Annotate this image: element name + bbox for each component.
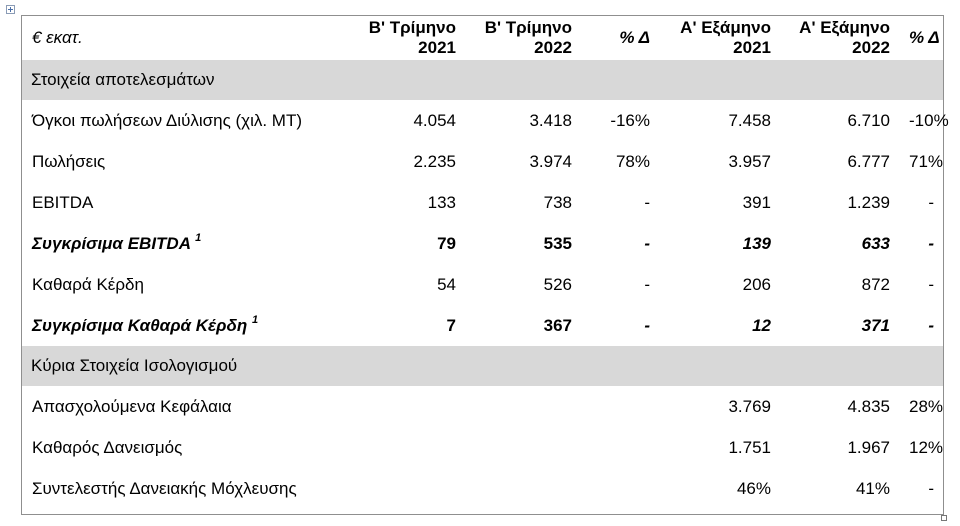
cell-h1-2021: 139: [742, 233, 771, 253]
section-title: Κύρια Στοιχεία Ισολογισμού: [22, 346, 943, 386]
cell-q2-2022: [465, 468, 581, 509]
cell-pct-quarter: [581, 468, 659, 509]
cell-q2-2021: 54: [437, 274, 456, 294]
header-q2-2022: Β' Τρίμηνο 2022: [484, 18, 572, 57]
row-label: [22, 223, 342, 264]
table-row: [22, 264, 943, 305]
header-q2-2021: Β' Τρίμηνο 2021: [368, 18, 456, 57]
cell-h1-2022: 371: [861, 315, 890, 335]
cell-h1-2021: 1.751: [728, 437, 771, 457]
cell-h1-2022: 4.835: [847, 396, 890, 416]
cell-q2-2021: [342, 386, 465, 427]
cell-pct-half: -: [928, 478, 934, 498]
cell-pct-quarter: -: [644, 233, 650, 253]
cell-q2-2021: [342, 427, 465, 468]
row-label: Απασχολούμενα Κεφάλαια: [32, 396, 232, 416]
cell-pct-quarter: -16%: [610, 110, 650, 130]
row-label-text: Συγκρίσιμα Καθαρά Κέρδη: [32, 315, 248, 335]
section-header-results: [22, 60, 943, 100]
table-row: [22, 223, 943, 264]
cell-q2-2022: 367: [543, 315, 572, 335]
header-pct-change-quarter: % Δ: [619, 28, 650, 47]
row-label: EBITDA: [32, 192, 94, 212]
header-h1-2021: Α' Εξάμηνο 2021: [680, 18, 771, 57]
row-label: Όγκοι πωλήσεων Διύλισης (χιλ. ΜΤ): [32, 110, 303, 130]
cell-pct-quarter: [581, 427, 659, 468]
cell-q2-2022: [465, 386, 581, 427]
row-label: Πωλήσεις: [32, 151, 106, 171]
table-row: [22, 100, 943, 141]
header-row: [22, 16, 943, 60]
cell-h1-2022: 872: [861, 274, 890, 294]
table-row: [22, 386, 943, 427]
cell-pct-half: -: [928, 192, 934, 212]
results-table-frame: [21, 15, 949, 515]
section-header-balance-sheet: [22, 346, 943, 386]
table-row: [22, 141, 943, 182]
table-row: [22, 182, 943, 223]
row-label-text: Συγκρίσιμα EBITDA: [32, 233, 191, 253]
financial-results-table: [22, 16, 949, 509]
cell-pct-half: 28%: [909, 396, 944, 416]
cell-q2-2021: 4.054: [413, 110, 456, 130]
cell-h1-2022: 6.777: [847, 151, 890, 171]
row-label: Καθαρά Κέρδη: [32, 274, 144, 294]
cell-q2-2022: 3.974: [529, 151, 572, 171]
table-row: [22, 427, 943, 468]
cell-h1-2021: 3.769: [728, 396, 771, 416]
cell-q2-2021: 79: [437, 233, 456, 253]
cell-pct-quarter: -: [644, 315, 650, 335]
cell-q2-2022: 535: [543, 233, 572, 253]
section-title: Στοιχεία αποτελεσμάτων: [22, 60, 943, 100]
cell-pct-quarter: -: [644, 274, 650, 294]
cell-q2-2022: [465, 427, 581, 468]
cell-q2-2021: [342, 468, 465, 509]
cell-pct-half: 71%: [909, 151, 944, 171]
header-pct-change-half: % Δ: [909, 28, 940, 47]
cell-q2-2022: 526: [543, 274, 572, 294]
row-label: Καθαρός Δανεισμός: [32, 437, 183, 457]
cell-pct-half: -10%: [909, 110, 949, 130]
cell-h1-2021: 12: [752, 315, 771, 335]
cell-h1-2022: 6.710: [847, 110, 890, 130]
table-resize-handle[interactable]: [941, 515, 947, 521]
unit-label: € εκατ.: [32, 28, 83, 47]
header-h1-2022: Α' Εξάμηνο 2022: [799, 18, 890, 57]
table-row: [22, 305, 943, 346]
cell-pct-half: -: [928, 233, 934, 253]
cell-q2-2021: 133: [427, 192, 456, 212]
row-label: [22, 305, 342, 346]
cell-h1-2021: 46%: [736, 478, 771, 498]
cell-pct-half: -: [928, 274, 934, 294]
table-move-handle-icon[interactable]: [6, 5, 15, 14]
cell-h1-2021: 391: [742, 192, 771, 212]
cell-pct-quarter: 78%: [615, 151, 650, 171]
cell-q2-2021: 2.235: [413, 151, 456, 171]
cell-h1-2022: 633: [861, 233, 890, 253]
footnote-marker: 1: [251, 313, 259, 326]
cell-pct-half: 12%: [909, 437, 944, 457]
cell-h1-2021: 3.957: [728, 151, 771, 171]
row-label: Συντελεστής Δανειακής Μόχλευσης: [32, 478, 297, 498]
cell-h1-2022: 41%: [855, 478, 890, 498]
cell-pct-quarter: -: [644, 192, 650, 212]
cell-q2-2021: 7: [446, 315, 456, 335]
table-row: [22, 468, 943, 509]
cell-pct-quarter: [581, 386, 659, 427]
cell-h1-2021: 7.458: [728, 110, 771, 130]
cell-q2-2022: 738: [543, 192, 572, 212]
cell-pct-half: -: [928, 315, 934, 335]
footnote-marker: 1: [195, 231, 202, 244]
cell-h1-2021: 206: [742, 274, 771, 294]
cell-h1-2022: 1.967: [847, 437, 890, 457]
cell-q2-2022: 3.418: [529, 110, 572, 130]
cell-h1-2022: 1.239: [847, 192, 890, 212]
